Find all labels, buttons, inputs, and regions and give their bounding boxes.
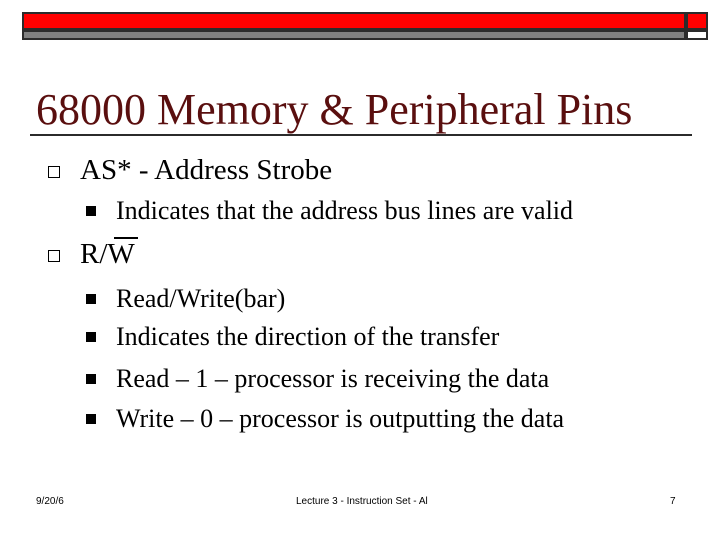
sub-bullet	[116, 364, 549, 394]
sub-bullet-text: Indicates that the address bus lines are valid	[116, 196, 574, 225]
bullet-text: R/W	[80, 238, 135, 270]
filled-square-bullet-icon	[86, 206, 96, 216]
sub-bullet	[116, 404, 564, 434]
sub-bullet-text: Read – 1 – processor is receiving the data	[116, 364, 550, 393]
sub-bullet-text: Indicates the direction of the transfer	[116, 322, 500, 351]
filled-square-bullet-icon	[86, 294, 96, 304]
top-decorative-bar	[22, 12, 690, 42]
hollow-square-bullet-icon	[48, 250, 60, 262]
filled-square-bullet-icon	[86, 332, 96, 342]
title-underline	[30, 134, 692, 136]
hollow-square-bullet-icon	[48, 166, 60, 178]
sub-bullet	[116, 284, 285, 314]
bullet-address-strobe	[80, 154, 332, 187]
filled-square-bullet-icon	[86, 374, 96, 384]
bullet-text: AS* - Address Strobe	[80, 154, 333, 186]
filled-square-bullet-icon	[86, 414, 96, 424]
footer-date: 9/20/6	[36, 496, 64, 507]
top-red-stripe	[22, 12, 686, 30]
footer-lecture-title: Lecture 3 - Instruction Set - Al	[296, 496, 428, 507]
slide-title: 68000 Memory & Peripheral Pins	[36, 85, 633, 134]
sub-bullet-text: Read/Write(bar)	[116, 284, 286, 313]
w-overbar	[114, 237, 138, 239]
sub-bullet-text: Write – 0 – processor is outputting the data	[116, 404, 565, 433]
top-white-end-block	[686, 30, 708, 40]
top-red-end-block	[686, 12, 708, 30]
footer-page-number: 7	[670, 496, 676, 507]
sub-bullet	[116, 322, 499, 352]
sub-bullet	[116, 196, 573, 226]
top-grey-stripe	[22, 30, 686, 40]
bullet-read-write	[80, 238, 135, 271]
